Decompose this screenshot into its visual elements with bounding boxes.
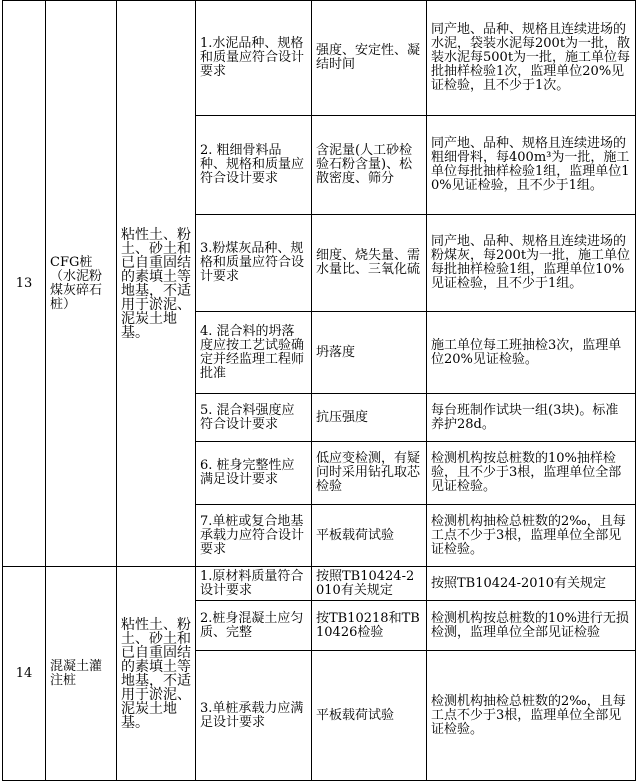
check-item-cell: 坍落度 bbox=[312, 312, 427, 394]
applicable-soil: 粘性土、粉土、砂土和已自重固结的素填土等地基，不适用于淤泥、泥炭土地基。 bbox=[117, 567, 196, 781]
table-row bbox=[3, 1, 636, 116]
check-item-cell: 按照TB10424-2010有关规定 bbox=[312, 567, 427, 601]
requirement-cell: 1.原材料质量符合设计要求 bbox=[196, 567, 312, 601]
pile-type: CFG桩（水泥粉煤灰碎石桩） bbox=[46, 1, 117, 567]
row-number: 14 bbox=[3, 567, 46, 781]
check-item-cell: 细度、烧失量、需水量比、三氧化硫 bbox=[312, 215, 427, 312]
requirement-cell: 3.粉煤灰品种、规格和质量应符合设计要求 bbox=[196, 215, 312, 312]
check-item-cell: 含泥量(人工砂检验石粉含量)、松散密度、筛分 bbox=[312, 116, 427, 215]
requirement-cell: 2. 粗细骨料品种、规格和质量应符合设计要求 bbox=[196, 116, 312, 215]
check-item-cell: 抗压强度 bbox=[312, 394, 427, 442]
frequency-cell: 按照TB10424-2010有关规定 bbox=[427, 567, 636, 601]
frequency-cell: 同产地、品种、规格且连续进场的粗细骨料，每400m³为一批，施工单位每批抽样检验1组，监理单位10%见证检验，且不少于1组。 bbox=[427, 116, 636, 215]
check-item-cell: 平板载荷试验 bbox=[312, 651, 427, 781]
check-item-cell: 按TB10218和TB10426检验 bbox=[312, 601, 427, 651]
frequency-cell: 检测机构抽检总桩数的2‰，且每工点不少于3根，监理单位全部见证检验。 bbox=[427, 651, 636, 781]
applicable-soil: 粘性土、粉土、砂土和已自重固结的素填土等地基，不适用于淤泥、泥炭土地基。 bbox=[117, 1, 196, 567]
frequency-cell: 同产地、品种、规格且连续进场的水泥，袋装水泥每200t为一批，散装水泥每500t为一批，施工单位每批抽样检验1次，监理单位20%见证检验，且不少于1次。 bbox=[427, 1, 636, 116]
check-item-cell: 平板载荷试验 bbox=[312, 505, 427, 567]
requirement-cell: 4. 混合料的坍落度应按工艺试验确定并经监理工程师批准 bbox=[196, 312, 312, 394]
inspection-table bbox=[2, 0, 636, 781]
frequency-cell: 每台班制作试块一组(3块)。标准养护28d。 bbox=[427, 394, 636, 442]
frequency-cell: 施工单位每工班抽检3次，监理单位20%见证检验。 bbox=[427, 312, 636, 394]
check-item-cell: 强度、安定性、凝结时间 bbox=[312, 1, 427, 116]
table-row bbox=[3, 567, 636, 601]
frequency-cell: 检测机构按总桩数的10%抽样检验，且不少于3根，监理单位全部见证检验。 bbox=[427, 442, 636, 505]
requirement-cell: 7.单桩或复合地基承载力应符合设计要求 bbox=[196, 505, 312, 567]
frequency-cell: 检测机构按总桩数的10%进行无损检测，监理单位全部见证检验 bbox=[427, 601, 636, 651]
row-number: 13 bbox=[3, 1, 46, 567]
requirement-cell: 1.水泥品种、规格和质量应符合设计要求 bbox=[196, 1, 312, 116]
pile-type: 混凝土灌注桩 bbox=[46, 567, 117, 781]
requirement-cell: 2.桩身混凝土应匀质、完整 bbox=[196, 601, 312, 651]
requirement-cell: 6. 桩身完整性应满足设计要求 bbox=[196, 442, 312, 505]
frequency-cell: 检测机构抽检总桩数的2‰，且每工点不少于3根，监理单位全部见证检验。 bbox=[427, 505, 636, 567]
requirement-cell: 5. 混合料强度应符合设计要求 bbox=[196, 394, 312, 442]
requirement-cell: 3.单桩承载力应满足设计要求 bbox=[196, 651, 312, 781]
frequency-cell: 同产地、品种、规格且连续进场的粉煤灰，每200t为一批，施工单位每批抽样检验1组，监理单位10%见证检验，且不少于1组。 bbox=[427, 215, 636, 312]
check-item-cell: 低应变检测，有疑问时采用钻孔取芯检验 bbox=[312, 442, 427, 505]
